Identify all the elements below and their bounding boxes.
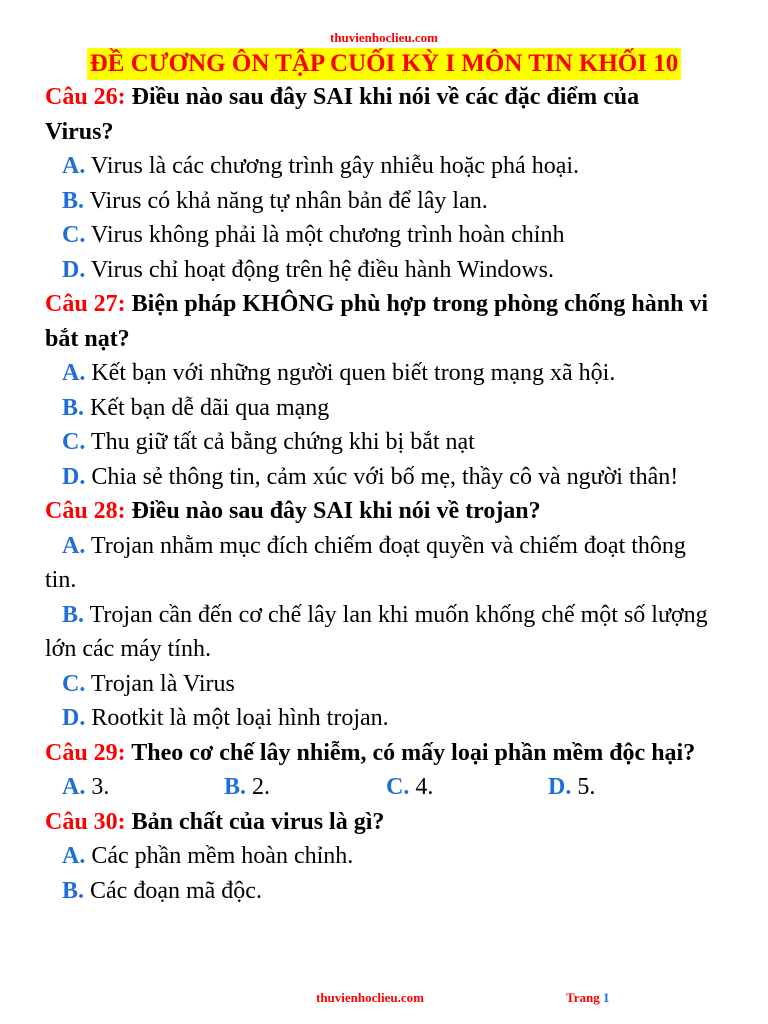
- option-text: Virus chỉ hoạt động trên hệ điều hành Windows.: [90, 256, 554, 283]
- question-27: [45, 287, 710, 356]
- option-label: B.: [62, 877, 85, 904]
- option-30-b: [45, 874, 710, 909]
- option-label: D.: [62, 705, 86, 731]
- page-title-wrap: [0, 48, 768, 80]
- question-text: Biện pháp KHÔNG phù hợp trong phòng chống hành vi bắt nạt?: [45, 291, 709, 352]
- question-text: Theo cơ chế lây nhiễm, có mấy loại phần mềm độc hại?: [131, 739, 696, 766]
- option-text: Rootkit là một loại hình trojan.: [91, 705, 389, 731]
- option-text: Virus không phải là một chương trình hoàn chỉnh: [90, 222, 565, 248]
- option-label: B.: [62, 601, 85, 628]
- question-number: Câu 28:: [45, 498, 126, 524]
- option-28-a: [45, 529, 710, 598]
- question-number: Câu 26:: [45, 84, 126, 110]
- question-number: Câu 30:: [45, 808, 126, 835]
- option-label: D.: [548, 774, 572, 800]
- question-text: Điều nào sau đây SAI khi nói về trojan?: [131, 498, 541, 524]
- option-label: C.: [386, 774, 410, 800]
- option-28-b: [45, 598, 710, 667]
- option-27-b: [45, 391, 710, 426]
- option-27-a: [45, 356, 710, 391]
- option-26-b: [45, 184, 710, 219]
- question-26: [45, 80, 710, 149]
- option-label: B.: [62, 187, 85, 214]
- option-29-a: [62, 770, 224, 805]
- option-label: A.: [62, 843, 86, 869]
- option-text: Kết bạn với những người quen biết trong mạng xã hội.: [91, 360, 616, 386]
- question-text: Bản chất của virus là gì?: [131, 808, 385, 835]
- page-title: ĐỀ CƯƠNG ÔN TẬP CUỐI KỲ I MÔN TIN KHỐI 10: [87, 48, 681, 80]
- question-text: Điều nào sau đây SAI khi nói về các đặc điểm của Virus?: [45, 84, 640, 145]
- option-row-29: [45, 770, 710, 805]
- option-label: D.: [62, 463, 86, 490]
- site-header: thuvienhoclieu.com: [330, 30, 438, 45]
- option-27-c: [45, 425, 710, 460]
- option-text: Thu giữ tất cả bằng chứng khi bị bắt nạt: [90, 429, 475, 455]
- option-text: 5.: [577, 774, 596, 800]
- option-26-d: [45, 253, 710, 288]
- option-28-c: [45, 667, 710, 702]
- option-label: A.: [62, 532, 86, 559]
- option-text: Chia sẻ thông tin, cảm xúc với bố mẹ, thầy cô và người thân!: [91, 463, 679, 490]
- option-30-a: [45, 839, 710, 874]
- option-label: A.: [62, 774, 86, 800]
- option-text: Các phần mềm hoàn chỉnh.: [91, 843, 354, 869]
- page-number: [566, 990, 609, 1006]
- option-26-c: [45, 218, 710, 253]
- option-28-d: [45, 701, 710, 736]
- option-label: B.: [62, 394, 85, 421]
- option-text: Các đoạn mã độc.: [90, 877, 262, 904]
- question-29: [45, 736, 710, 771]
- option-27-d: [45, 460, 710, 495]
- option-29-b: [224, 770, 386, 805]
- option-text: Virus là các chương trình gây nhiễu hoặc phá hoại.: [90, 153, 580, 179]
- footer-site: thuvienhoclieu.com: [316, 990, 424, 1005]
- question-number: Câu 29:: [45, 739, 126, 766]
- option-label: C.: [62, 222, 86, 248]
- page-number-value: 1: [602, 990, 610, 1005]
- option-29-c: [386, 770, 548, 805]
- option-label: B.: [224, 774, 247, 800]
- question-28: [45, 494, 710, 529]
- option-text: 3.: [91, 774, 110, 800]
- option-text: Trojan cần đến cơ chế lây lan khi muốn khống chế một số lượng lớn các máy tính.: [45, 601, 708, 662]
- page-label: Trang: [566, 990, 600, 1005]
- option-text: 2.: [252, 774, 271, 800]
- option-label: C.: [62, 429, 86, 455]
- option-26-a: [45, 149, 710, 184]
- question-list: [45, 80, 710, 908]
- option-text: Trojan là Virus: [90, 670, 235, 697]
- option-label: D.: [62, 256, 86, 283]
- question-30: [45, 805, 710, 840]
- option-label: C.: [62, 670, 86, 697]
- option-label: A.: [62, 360, 86, 386]
- question-number: Câu 27:: [45, 291, 126, 317]
- option-text: Kết bạn dễ dãi qua mạng: [90, 394, 330, 421]
- option-29-d: [548, 770, 710, 805]
- option-label: A.: [62, 153, 86, 179]
- option-text: Virus có khả năng tự nhân bản để lây lan.: [89, 187, 488, 214]
- option-text: 4.: [415, 774, 434, 800]
- option-text: Trojan nhằm mục đích chiếm đoạt quyền và chiếm đoạt thông tin.: [45, 532, 686, 593]
